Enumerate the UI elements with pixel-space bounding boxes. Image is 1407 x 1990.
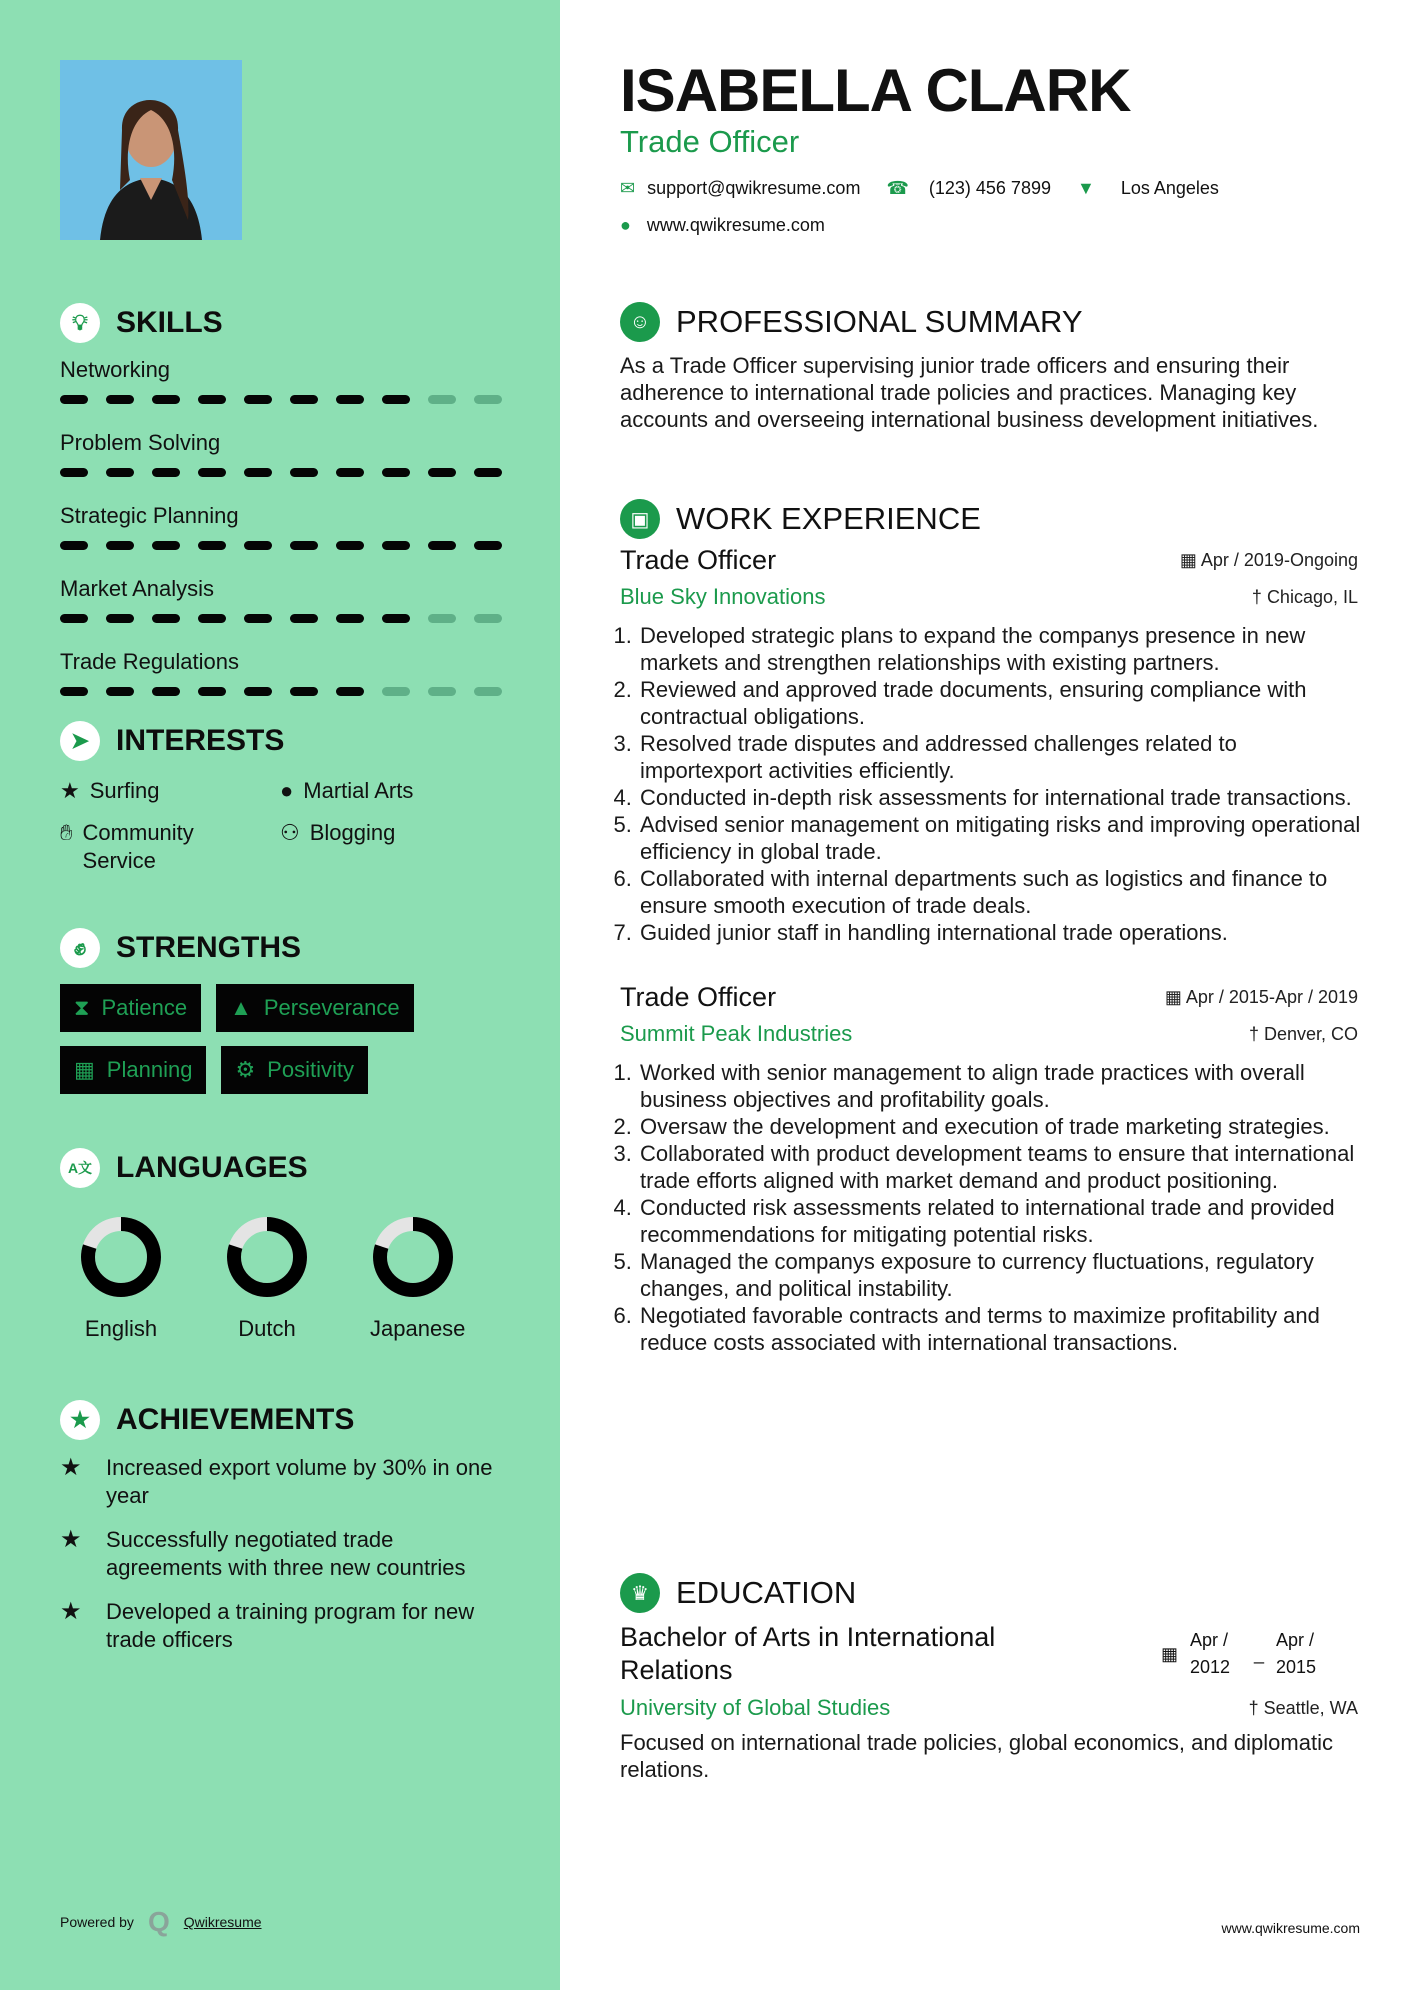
star-icon: ★ [60,1400,100,1440]
interest-item [280,777,500,805]
company: Blue Sky Innovations [620,584,826,609]
language-label: Dutch [238,1316,296,1341]
section-heading: INTERESTS [116,724,285,757]
skill-rating [60,541,502,550]
strength-tag [60,984,201,1032]
education-section [620,1573,1365,1783]
job-duty: 3. Resolved trade disputes and addressed challenges related to importexport activities efficiently. [638,730,1365,784]
achievement-item [60,1454,500,1510]
interest-item [280,819,500,875]
user-icon: ☺ [620,302,660,342]
section-heading: LANGUAGES [116,1151,308,1184]
language-proficiency-donut [78,1214,164,1300]
job-entry [620,545,1365,946]
rating-segment [474,395,502,404]
languages-section [60,1148,466,1342]
star-icon: ★ [60,778,80,803]
job-duty: 2. Oversaw the development and execution of trade marketing strategies. [638,1113,1365,1140]
rating-segment [152,468,180,477]
rating-segment [106,541,134,550]
strength-label: Planning [106,1057,193,1082]
rating-segment [474,687,502,696]
achievement-text: Successfully negotiated trade agreements with three new countries [106,1527,466,1580]
rating-segment [382,468,410,477]
strength-tag [60,1046,206,1094]
job-duties [620,1059,1365,1356]
rating-segment [198,614,226,623]
envelope-icon: ✉ [620,178,636,198]
section-heading: ACHIEVEMENTS [116,1403,355,1436]
rating-segment [60,468,88,477]
rating-segment [336,687,364,696]
rating-segment [382,395,410,404]
star-icon: ★ [60,1454,82,1481]
rating-segment [474,468,502,477]
strength-label: Perseverance [263,995,400,1020]
language-proficiency-donut [370,1214,456,1300]
rating-segment [336,468,364,477]
globe-icon: ● [280,778,294,803]
job-location: Denver, CO [1263,1023,1358,1044]
job-location: Chicago, IL [1266,586,1358,607]
fist-icon: ✊︎ [60,928,100,968]
achievement-item [60,1526,500,1582]
skill-label: Trade Regulations [60,649,239,674]
rating-segment [290,541,318,550]
skill-label: Problem Solving [60,430,221,455]
rating-segment [336,614,364,623]
phone: (123) 456 7899 [928,178,1051,198]
website[interactable]: www.qwikresume.com [646,215,825,235]
job-duty: 7. Guided junior staff in handling international trade operations. [638,919,1365,946]
interest-label: Community Service [82,820,194,873]
star-icon: ★ [60,1598,82,1625]
candidate-name: ISABELLA CLARK [620,57,1131,124]
rating-segment [474,614,502,623]
rating-segment [60,614,88,623]
job-duty: 3. Collaborated with product development teams to ensure that international trade efforts aligned with market demand and product positioning. [638,1140,1365,1194]
job-duty: 2. Reviewed and approved trade documents, ensuring compliance with contractual obligations. [638,676,1365,730]
rating-segment [198,395,226,404]
job-duties [620,622,1365,946]
calendar-icon: ▦ [74,1057,95,1082]
skill-label: Market Analysis [60,576,215,601]
strength-label: Patience [101,995,188,1020]
school-location: Seattle, WA [1263,1697,1358,1718]
hand-icon: ✋︎ [60,820,73,845]
rating-segment [474,541,502,550]
paper-plane-icon: ➤ [60,721,100,761]
briefcase-icon: ▣ [620,499,660,539]
rating-segment [244,614,272,623]
phone-icon: ☎ [886,178,909,198]
translate-icon: A文 [60,1148,100,1188]
interest-label: Martial Arts [303,778,414,803]
language-item [224,1214,310,1342]
rating-segment [106,468,134,477]
pin-icon: † [1251,586,1267,607]
rating-segment [290,395,318,404]
skills-section [60,303,502,722]
globe-icon: ● [620,215,631,235]
hourglass-icon: ⧗ [74,995,90,1020]
job-dates: Apr / 2019-Ongoing [1200,550,1358,570]
language-item [370,1214,466,1342]
skill-rating [60,614,502,623]
section-heading: EDUCATION [676,1575,857,1610]
rating-segment [106,614,134,623]
rating-segment [152,541,180,550]
strength-tag [216,984,414,1032]
map-pin-icon: ▼ [1076,178,1095,198]
calendar-icon: ▦ [1164,987,1186,1007]
rating-segment [428,541,456,550]
rating-segment [198,687,226,696]
language-item [78,1214,164,1342]
job-duty: 6. Collaborated with internal departments such as logistics and finance to ensure smooth execution of trade deals. [638,865,1365,919]
rating-segment [336,541,364,550]
job-duty: 4. Conducted risk assessments related to international trade and provided recommendations for mitigating potential risks. [638,1194,1365,1248]
pin-icon: † [1248,1023,1264,1044]
job-entry [620,982,1365,1356]
skill-rating [60,687,502,696]
job-duty: 1. Developed strategic plans to expand the companys presence in new markets and strengthen relationships with existing partners. [638,622,1365,676]
rating-segment [106,687,134,696]
section-heading: WORK EXPERIENCE [676,501,981,536]
rating-segment [152,614,180,623]
rating-segment [290,614,318,623]
achievements-section [60,1400,500,1670]
skill-rating [60,395,502,404]
school: University of Global Studies [620,1695,891,1720]
location: Los Angeles [1120,178,1219,198]
rating-segment [382,687,410,696]
summary-text: As a Trade Officer supervising junior trade officers and ensuring their adherence to international trade policies and practices. Managing key accounts and overseeing international business development initiatives. [620,353,1319,432]
interest-label: Surfing [89,778,160,803]
skill-label: Networking [60,357,171,382]
qwikresume-logo-icon: Q [147,1906,170,1937]
degree: Bachelor of Arts in International Relations [620,1622,996,1685]
job-duty: 4. Conducted in-depth risk assessments for international trade transactions. [638,784,1365,811]
job-duty: 6. Negotiated favorable contracts and terms to maximize profitability and reduce costs associated with international transactions. [638,1302,1365,1356]
profile-photo [60,60,242,240]
section-heading: SKILLS [116,306,223,339]
rating-segment [60,687,88,696]
strength-label: Positivity [267,1057,354,1082]
rating-segment [60,541,88,550]
sun-icon: ⚙︎ [235,1057,256,1082]
powered-by-label: Powered by [60,1914,134,1930]
rating-segment [336,395,364,404]
job-title: Trade Officer [620,124,800,159]
rating-segment [198,468,226,477]
header [620,56,1219,236]
education-text: Focused on international trade policies, global economics, and diplomatic relations. [620,1730,1333,1782]
powered-by [60,1906,262,1938]
achievement-item [60,1598,500,1654]
qwikresume-link[interactable]: Qwikresume [183,1914,262,1930]
job-title: Trade Officer [620,982,777,1012]
rating-segment [244,687,272,696]
calendar-icon: ▦ [1160,1643,1178,1664]
calendar-icon: ▦ [1179,550,1201,570]
strength-tag [221,1046,368,1094]
company: Summit Peak Industries [620,1021,853,1046]
interest-item [60,819,280,875]
summary-section [620,302,1365,433]
lightbulb-icon: 💡︎ [60,303,100,343]
email[interactable]: support@qwikresume.com [647,178,861,198]
rating-segment [382,614,410,623]
rating-segment [428,468,456,477]
skill-rating [60,468,502,477]
achievement-text: Increased export volume by 30% in one year [106,1455,493,1508]
job-title: Trade Officer [620,545,777,575]
footer-url[interactable]: www.qwikresume.com [1221,1920,1360,1936]
date-separator: _ [1253,1643,1264,1664]
skill-label: Strategic Planning [60,503,239,528]
star-icon: ★ [60,1526,82,1553]
achievement-text: Developed a training program for new trade officers [106,1599,475,1652]
interests-section [60,721,500,875]
interest-item [60,777,280,805]
rating-segment [198,541,226,550]
section-heading: STRENGTHS [116,931,302,964]
rating-segment [244,395,272,404]
rating-segment [152,395,180,404]
rating-segment [244,468,272,477]
rating-segment [290,687,318,696]
rating-segment [152,687,180,696]
rating-segment [290,468,318,477]
graduation-icon: ♛ [620,1573,660,1613]
rating-segment [428,395,456,404]
job-duty: 1. Worked with senior management to align trade practices with overall business objectives and profitability goals. [638,1059,1365,1113]
start-date: Apr / 2012 [1189,1630,1231,1677]
pin-icon: † [1248,1697,1264,1718]
rating-segment [60,395,88,404]
rating-segment [428,687,456,696]
job-dates: Apr / 2015-Apr / 2019 [1185,987,1358,1007]
rating-segment [106,395,134,404]
job-duty: 5. Advised senior management on mitigating risks and improving operational efficiency in global trade. [638,811,1365,865]
rating-segment [382,541,410,550]
sidebar [0,0,560,1990]
end-date: Apr / 2015 [1276,1630,1317,1677]
interest-label: Blogging [309,820,396,845]
language-label: English [84,1316,158,1341]
work-section [620,499,1365,1356]
strengths-section [60,928,480,1094]
road-icon: ▲ [230,995,252,1020]
rating-segment [428,614,456,623]
users-icon: ⚇ [280,820,300,845]
job-duty: 5. Managed the companys exposure to currency fluctuations, regulatory changes, and political instability. [638,1248,1365,1302]
language-proficiency-donut [224,1214,310,1300]
rating-segment [244,541,272,550]
language-label: Japanese [370,1316,466,1341]
section-heading: PROFESSIONAL SUMMARY [676,304,1083,339]
